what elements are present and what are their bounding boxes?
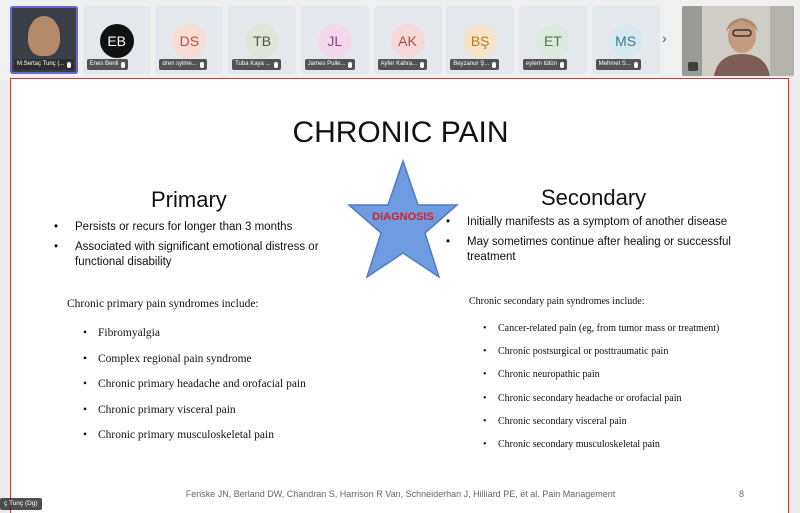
list-item: • Chronic secondary visceral pain (481, 416, 719, 439)
list-item: • Complex regional pain syndrome (81, 353, 306, 379)
participant-tile[interactable] (155, 6, 223, 74)
participant-avatar: BŞ (463, 24, 497, 58)
participant-avatar: DS (172, 24, 206, 58)
participant-tile[interactable] (10, 6, 78, 74)
mic-muted-icon (67, 62, 71, 68)
mic-muted-icon (274, 62, 278, 68)
list-item: • Chronic primary musculoskeletal pain (81, 429, 306, 455)
participant-name-text: Tuba Kaya ... (235, 61, 271, 67)
chevron-right-icon[interactable]: › (662, 30, 667, 46)
participant-name-text: James Pulle... (307, 61, 346, 67)
mic-muted-icon (200, 62, 204, 68)
primary-syndromes-list (81, 327, 306, 455)
participant-tile[interactable] (592, 6, 660, 74)
participant-tile[interactable] (301, 6, 369, 74)
mic-muted-icon (348, 62, 352, 68)
list-item: • Initially manifests as a symptom of another disease (443, 215, 753, 230)
primary-syndromes-intro: Chronic primary pain syndromes include: (67, 298, 259, 310)
list-item: • Chronic neuropathic pain (481, 369, 719, 392)
primary-heading: Primary (151, 187, 227, 212)
mic-muted-icon (634, 62, 638, 68)
list-item: • Fibromyalgia (81, 327, 306, 353)
slide-page-number: 8 (739, 489, 745, 499)
primary-criteria-list (51, 220, 341, 275)
screen-sharer-label: ç Tunç (Dg) (0, 498, 42, 510)
list-item: • Chronic primary headache and orofacial pain (81, 378, 306, 404)
mic-muted-icon (688, 62, 698, 71)
list-item: • May sometimes continue after healing or successful treatment (443, 235, 753, 265)
presenter-video[interactable] (682, 6, 794, 76)
secondary-syndromes-list (481, 323, 719, 462)
participant-name-text: Mehmet S... (598, 61, 631, 67)
participant-avatar: AK (391, 24, 425, 58)
list-item: • Chronic primary visceral pain (81, 404, 306, 430)
participant-name (305, 59, 356, 70)
slide-title: CHRONIC PAIN (292, 116, 509, 149)
list-item: • Chronic secondary headache or orofacial pain (481, 393, 719, 416)
participant-name (87, 59, 129, 70)
participant-avatar: EB (100, 24, 134, 58)
participant-video (28, 16, 60, 56)
participant-name (596, 59, 641, 70)
participant-name-text: M.Sertaç Tunç (... (17, 61, 65, 67)
participant-name-text: eylem tütün (525, 61, 557, 67)
participant-name (378, 59, 428, 70)
presenter-video-feed (682, 6, 794, 76)
participant-name-text: dren sylme... (162, 61, 197, 67)
participant-name (523, 59, 567, 70)
participant-tile[interactable] (83, 6, 151, 74)
participant-name-text: Ayfer Kahra... (380, 61, 418, 67)
mic-muted-icon (420, 62, 424, 68)
list-item: • Associated with significant emotional distress or functional disability (51, 240, 341, 270)
participant-tile[interactable] (374, 6, 442, 74)
participant-avatar: MS (609, 24, 643, 58)
diagnosis-label: DIAGNOSIS (372, 211, 434, 223)
participant-tile[interactable] (228, 6, 296, 74)
participant-tile[interactable] (519, 6, 587, 74)
list-item: • Cancer-related pain (eg, from tumor mass or treatment) (481, 323, 719, 346)
participant-name-text: Enes Benli (89, 61, 119, 67)
participant-name-text: Beyzanur Ş... (453, 61, 490, 67)
slide-citation: Fenske JN, Berland DW, Chandran S, Harrison R Van, Schneiderhan J, Hilliard PE, et al. Pain Management (185, 489, 616, 499)
list-item: • Persists or recurs for longer than 3 months (51, 220, 341, 235)
secondary-heading: Secondary (541, 185, 647, 210)
secondary-criteria-list (443, 215, 753, 270)
list-item: • Chronic secondary musculoskeletal pain (481, 439, 719, 462)
participant-avatar: JL (318, 24, 352, 58)
list-item: • Chronic postsurgical or posttraumatic pain (481, 346, 719, 369)
mic-muted-icon (560, 62, 564, 68)
participant-name (14, 59, 74, 70)
participant-avatar: ET (536, 24, 570, 58)
participant-name (159, 59, 206, 70)
participant-avatar: TB (245, 24, 279, 58)
secondary-syndromes-intro: Chronic secondary pain syndromes include: (469, 296, 645, 307)
participant-name (450, 59, 499, 70)
participant-tile[interactable] (446, 6, 514, 74)
shared-screen-slide (10, 78, 789, 513)
mic-muted-icon (492, 62, 496, 68)
mic-muted-icon (121, 62, 125, 68)
participant-strip (0, 0, 800, 80)
participant-name (232, 59, 280, 70)
